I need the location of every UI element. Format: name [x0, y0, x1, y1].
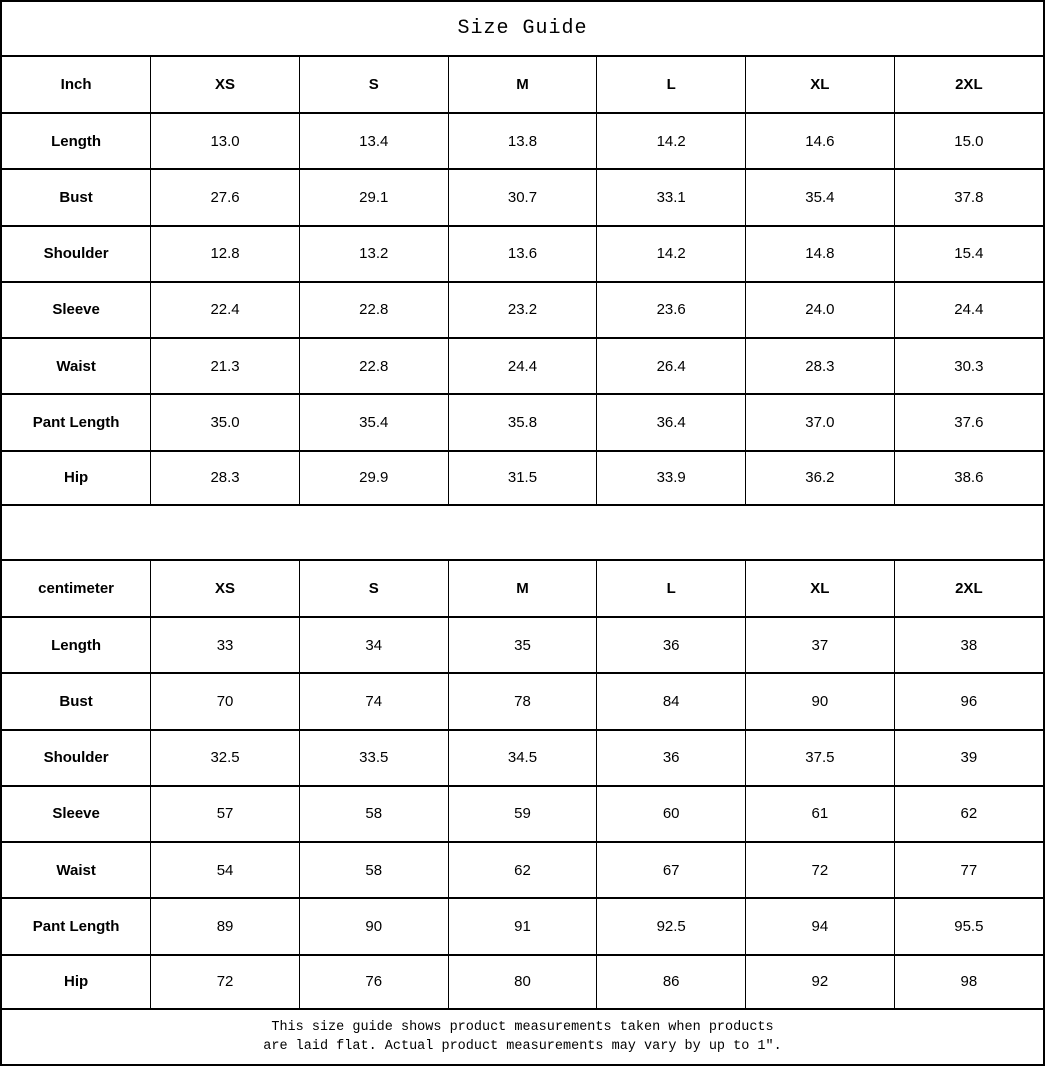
cm-size-table [2, 561, 1043, 1008]
size-value-cell: 90 [746, 673, 895, 729]
size-value-cell: 13.8 [448, 113, 597, 169]
size-value-cell: 92 [746, 955, 895, 1008]
inch-table-body [2, 113, 1043, 504]
size-value-cell: 62 [448, 842, 597, 898]
size-value-cell: 33.1 [597, 169, 746, 225]
table-row [2, 898, 1043, 954]
row-label: Sleeve [2, 786, 151, 842]
size-value-cell: 31.5 [448, 451, 597, 504]
table-row [2, 113, 1043, 169]
size-value-cell: 14.2 [597, 226, 746, 282]
size-value-cell: 54 [151, 842, 300, 898]
size-value-cell: 29.1 [299, 169, 448, 225]
size-value-cell: 37.8 [894, 169, 1043, 225]
size-header: M [448, 561, 597, 617]
size-value-cell: 33.9 [597, 451, 746, 504]
cm-table-body [2, 617, 1043, 1008]
size-value-cell: 74 [299, 673, 448, 729]
size-value-cell: 22.8 [299, 338, 448, 394]
row-label: Shoulder [2, 226, 151, 282]
size-header: XL [746, 561, 895, 617]
size-header: S [299, 561, 448, 617]
table-row [2, 282, 1043, 338]
table-spacer [2, 504, 1043, 561]
size-value-cell: 28.3 [151, 451, 300, 504]
size-header: XS [151, 561, 300, 617]
size-value-cell: 28.3 [746, 338, 895, 394]
size-value-cell: 72 [151, 955, 300, 1008]
unit-header: Inch [2, 57, 151, 113]
size-value-cell: 89 [151, 898, 300, 954]
size-header: XS [151, 57, 300, 113]
size-value-cell: 36.2 [746, 451, 895, 504]
size-value-cell: 76 [299, 955, 448, 1008]
inch-header-row [2, 57, 1043, 113]
size-header: 2XL [894, 561, 1043, 617]
size-value-cell: 13.2 [299, 226, 448, 282]
unit-header: centimeter [2, 561, 151, 617]
size-value-cell: 77 [894, 842, 1043, 898]
footer-note [2, 1008, 1043, 1064]
row-label: Bust [2, 673, 151, 729]
size-value-cell: 57 [151, 786, 300, 842]
table-row [2, 394, 1043, 450]
size-value-cell: 92.5 [597, 898, 746, 954]
size-value-cell: 84 [597, 673, 746, 729]
footer-line-1: This size guide shows product measurements taken when products [271, 1020, 774, 1035]
size-header: S [299, 57, 448, 113]
size-header: L [597, 561, 746, 617]
size-value-cell: 35.4 [746, 169, 895, 225]
size-value-cell: 91 [448, 898, 597, 954]
table-row [2, 169, 1043, 225]
row-label: Waist [2, 338, 151, 394]
size-value-cell: 30.3 [894, 338, 1043, 394]
size-value-cell: 26.4 [597, 338, 746, 394]
size-value-cell: 37.0 [746, 394, 895, 450]
size-value-cell: 36.4 [597, 394, 746, 450]
size-value-cell: 37.5 [746, 730, 895, 786]
size-value-cell: 34 [299, 617, 448, 673]
size-value-cell: 24.4 [448, 338, 597, 394]
row-label: Hip [2, 955, 151, 1008]
size-value-cell: 22.8 [299, 282, 448, 338]
size-value-cell: 72 [746, 842, 895, 898]
size-value-cell: 67 [597, 842, 746, 898]
table-row [2, 451, 1043, 504]
size-value-cell: 94 [746, 898, 895, 954]
size-value-cell: 35.0 [151, 394, 300, 450]
page-title: Size Guide [2, 2, 1043, 57]
inch-size-table [2, 57, 1043, 504]
size-value-cell: 95.5 [894, 898, 1043, 954]
size-value-cell: 38.6 [894, 451, 1043, 504]
size-value-cell: 61 [746, 786, 895, 842]
row-label: Length [2, 617, 151, 673]
size-value-cell: 39 [894, 730, 1043, 786]
row-label: Pant Length [2, 898, 151, 954]
size-value-cell: 60 [597, 786, 746, 842]
size-value-cell: 33 [151, 617, 300, 673]
size-value-cell: 13.6 [448, 226, 597, 282]
size-value-cell: 98 [894, 955, 1043, 1008]
size-value-cell: 23.2 [448, 282, 597, 338]
size-value-cell: 78 [448, 673, 597, 729]
size-value-cell: 29.9 [299, 451, 448, 504]
size-value-cell: 14.6 [746, 113, 895, 169]
size-value-cell: 37.6 [894, 394, 1043, 450]
size-value-cell: 90 [299, 898, 448, 954]
size-value-cell: 37 [746, 617, 895, 673]
size-value-cell: 59 [448, 786, 597, 842]
row-label: Bust [2, 169, 151, 225]
footer-line-2: are laid flat. Actual product measurements may vary by up to 1″. [263, 1039, 782, 1054]
size-value-cell: 32.5 [151, 730, 300, 786]
table-row [2, 842, 1043, 898]
cm-header-row [2, 561, 1043, 617]
size-value-cell: 96 [894, 673, 1043, 729]
table-row [2, 786, 1043, 842]
size-value-cell: 22.4 [151, 282, 300, 338]
row-label: Length [2, 113, 151, 169]
size-value-cell: 36 [597, 617, 746, 673]
size-header: L [597, 57, 746, 113]
size-value-cell: 14.2 [597, 113, 746, 169]
size-value-cell: 30.7 [448, 169, 597, 225]
row-label: Sleeve [2, 282, 151, 338]
table-row [2, 730, 1043, 786]
row-label: Shoulder [2, 730, 151, 786]
size-value-cell: 14.8 [746, 226, 895, 282]
size-value-cell: 80 [448, 955, 597, 1008]
table-row [2, 338, 1043, 394]
row-label: Hip [2, 451, 151, 504]
size-value-cell: 13.4 [299, 113, 448, 169]
size-value-cell: 62 [894, 786, 1043, 842]
size-value-cell: 35 [448, 617, 597, 673]
table-row [2, 226, 1043, 282]
size-value-cell: 15.0 [894, 113, 1043, 169]
size-header: M [448, 57, 597, 113]
size-value-cell: 35.4 [299, 394, 448, 450]
size-value-cell: 27.6 [151, 169, 300, 225]
size-header: XL [746, 57, 895, 113]
size-value-cell: 24.4 [894, 282, 1043, 338]
size-value-cell: 15.4 [894, 226, 1043, 282]
size-value-cell: 23.6 [597, 282, 746, 338]
size-value-cell: 21.3 [151, 338, 300, 394]
size-value-cell: 58 [299, 786, 448, 842]
size-value-cell: 13.0 [151, 113, 300, 169]
size-value-cell: 24.0 [746, 282, 895, 338]
size-value-cell: 35.8 [448, 394, 597, 450]
table-row [2, 617, 1043, 673]
size-value-cell: 70 [151, 673, 300, 729]
size-value-cell: 33.5 [299, 730, 448, 786]
size-value-cell: 34.5 [448, 730, 597, 786]
size-header: 2XL [894, 57, 1043, 113]
size-value-cell: 86 [597, 955, 746, 1008]
table-row [2, 673, 1043, 729]
size-value-cell: 12.8 [151, 226, 300, 282]
size-value-cell: 36 [597, 730, 746, 786]
row-label: Waist [2, 842, 151, 898]
table-row [2, 955, 1043, 1008]
size-value-cell: 38 [894, 617, 1043, 673]
size-value-cell: 58 [299, 842, 448, 898]
row-label: Pant Length [2, 394, 151, 450]
